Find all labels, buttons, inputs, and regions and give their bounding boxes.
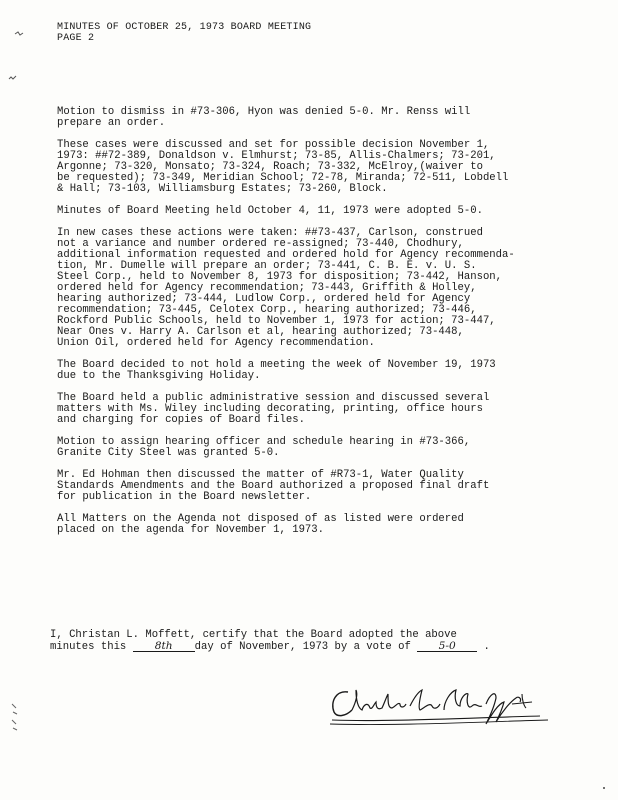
paragraph-hearing-officer xyxy=(57,437,577,459)
margin-scan-mark xyxy=(8,74,18,82)
text-line: Mr. Ed Hohman then discussed the matter of #R73-1, Water Quality xyxy=(57,469,464,481)
paragraph-water-quality xyxy=(57,470,577,503)
margin-scan-mark xyxy=(10,702,20,732)
page-header xyxy=(57,22,311,44)
text-line: & Hall; 73-103, Williamsburg Estates; 73-260, Block. xyxy=(57,183,388,195)
paragraph-agenda-matters xyxy=(57,514,577,536)
text-line: hearing authorized; 73-444, Ludlow Corp., ordered held for Agency xyxy=(57,293,471,305)
text-line: additional information requested and ordered hold for Agency recommenda- xyxy=(57,249,515,261)
text-line: matters with Ms. Wiley including decorating, printing, office hours xyxy=(57,403,483,415)
paragraph-administrative-session xyxy=(57,393,577,426)
text-line: Argonne; 73-320, Monsato; 73-324, Roach; 73-332, McElroy,(waiver to xyxy=(57,161,483,173)
certification-block xyxy=(50,630,590,653)
text-line: recommendation; 73-445, Celotex Corp., hearing authorized; 73-446, xyxy=(57,304,477,316)
text-line: Rockford Public Schools, held to November 1, 1973 for action; 73-447, xyxy=(57,315,496,327)
text-line: Steel Corp., held to November 8, 1973 for disposition; 73-442, Hanson, xyxy=(57,271,503,283)
day-blank: 8th xyxy=(133,641,195,652)
text-line: Motion to assign hearing officer and schedule hearing in #73-366, xyxy=(57,436,471,448)
text-line: These cases were discussed and set for possible decision November 1, xyxy=(57,139,490,151)
paragraph-dismiss-motion xyxy=(57,107,577,129)
certification-text: day of November, 1973 by a vote of xyxy=(194,641,411,653)
certification-line xyxy=(50,641,590,653)
text-line: Minutes of Board Meeting held October 4, 11, 1973 were adopted 5-0. xyxy=(57,205,483,217)
paragraph-minutes-adopted xyxy=(57,206,577,217)
text-line: placed on the agenda for November 1, 1973. xyxy=(57,524,325,536)
text-line: for publication in the Board newsletter. xyxy=(57,491,312,503)
handwritten-signature xyxy=(326,680,556,730)
vote-blank: 5-0 xyxy=(417,641,477,652)
minutes-body xyxy=(57,107,577,547)
header-page-number: PAGE 2 xyxy=(57,33,95,44)
text-line: The Board decided to not hold a meeting the week of November 19, 1973 xyxy=(57,359,496,371)
text-line: due to the Thanksgiving Holiday. xyxy=(57,370,261,382)
paragraph-new-cases xyxy=(57,228,577,349)
text-line: Union Oil, ordered held for Agency recommendation. xyxy=(57,337,375,349)
certification-text: minutes this xyxy=(50,641,127,653)
text-line: prepare an order. xyxy=(57,117,166,129)
text-line: Granite City Steel was granted 5-0. xyxy=(57,447,280,459)
text-line: ordered held for Agency recommendation; 73-443, Griffith & Holley, xyxy=(57,282,477,294)
text-line: All Matters on the Agenda not disposed of as listed were ordered xyxy=(57,513,464,525)
certification-period: . xyxy=(483,641,490,653)
text-line: Standards Amendments and the Board authorized a proposed final draft xyxy=(57,480,490,492)
text-line: be requested); 73-349, Meridian School; 72-78, Miranda; 72-511, Lobdell xyxy=(57,172,509,184)
paragraph-thanksgiving xyxy=(57,360,577,382)
text-line: and charging for copies of Board files. xyxy=(57,414,305,426)
text-line: not a variance and number ordered re-assigned; 73-440, Chodhury, xyxy=(57,238,464,250)
paragraph-cases-discussed xyxy=(57,140,577,195)
scan-speck xyxy=(603,787,605,789)
text-line: tion, Mr. Dumelle will prepare an order; 73-441, C. B. E. v. U. S. xyxy=(57,260,477,272)
text-line: Motion to dismiss in #73-306, Hyon was denied 5-0. Mr. Renss will xyxy=(57,106,471,118)
certification-line: I, Christan L. Moffett, certify that the Board adopted the above xyxy=(50,629,457,641)
text-line: Near Ones v. Harry A. Carlson et al, hearing authorized; 73-448, xyxy=(57,326,464,338)
text-line: In new cases these actions were taken: ##73-437, Carlson, construed xyxy=(57,227,483,239)
text-line: The Board held a public administrative session and discussed several xyxy=(57,392,490,404)
margin-scan-mark xyxy=(14,30,24,38)
header-title: MINUTES OF OCTOBER 25, 1973 BOARD MEETING xyxy=(57,22,312,33)
text-line: 1973: ##72-389, Donaldson v. Elmhurst; 73-85, Allis-Chalmers; 73-201, xyxy=(57,150,496,162)
